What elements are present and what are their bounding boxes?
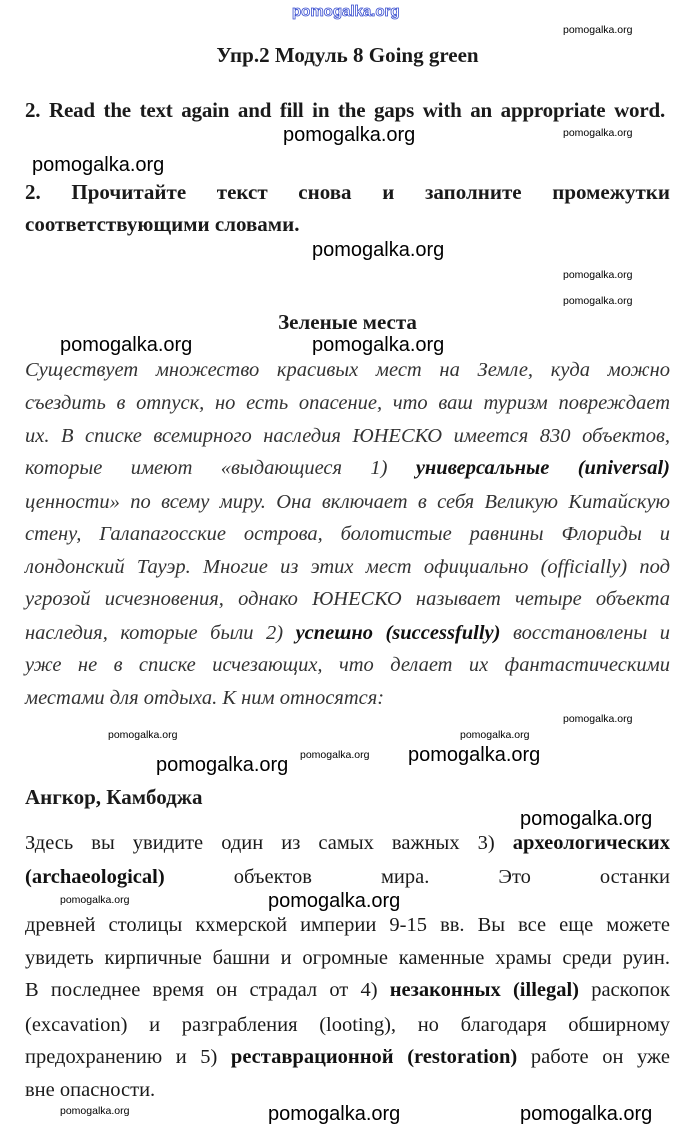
paragraph-line [25,946,670,970]
text-segment: лондонский Тауэр. Многие из этих мест официально (officially) под [25,556,670,578]
paragraph-line [25,358,670,382]
answer-word: успешно (successfully) [295,622,501,644]
paragraph-line [25,555,670,579]
task-english: 2. Read the text again and fill in the gaps with an appropriate word. [25,98,665,122]
paragraph-line [25,865,670,889]
watermark-text: pomogalka.org [283,124,416,146]
paragraph-line [25,1013,670,1037]
watermark-text: pomogalka.org [563,24,633,36]
text-segment: которые имеют «выдающиеся 1) [25,457,416,479]
text-segment: Существует множество красивых мест на Земле, куда можно [25,359,670,381]
text-segment: местами для отдыха. К ним относятся: [25,687,385,709]
text-segment: древней столицы кхмерской империи 9-15 вв. Вы все еще можете [25,914,670,936]
text-segment: их. В списке всемирного наследия ЮНЕСКО имеется 830 объектов, [25,425,670,447]
task-russian-line-1: 2. Прочитайте текст снова и заполните промежутки [25,180,670,204]
paragraph-line [25,686,670,710]
watermark-text: pomogalka.org [563,127,633,139]
paragraph-line [25,456,670,480]
text-segment: уже не в списке исчезающих, что делает их фантастическими [25,654,670,676]
text-segment: В последнее время он страдал от 4) [25,979,390,1001]
watermark-text: pomogalka.org [60,1105,130,1117]
watermark-text: pomogalka.org [108,729,178,741]
watermark-text: pomogalka.org [563,295,633,307]
paragraph-line [25,653,670,677]
paragraph-line [25,522,670,546]
paragraph-line [25,391,670,415]
text-segment: съездить в отпуск, но есть опасение, что ваш туризм повреждает [25,392,670,414]
watermark-text: pomogalka.org [60,894,130,906]
watermark-text: pomogalka.org [60,334,193,356]
watermark-text: pomogalka.org [563,269,633,281]
paragraph-line [25,621,670,645]
watermark-text: pomogalka.org [268,1103,401,1125]
text-segment: работе он уже [517,1046,670,1068]
text-segment: объектов мира. Это останки [164,866,670,888]
text-segment: (excavation) и разграбления (looting), но благодаря обширному [25,1014,670,1036]
header-watermark: pomogalka.org [292,3,400,20]
answer-word: (archaeological) [25,866,165,888]
answer-word: археологических [512,832,670,854]
watermark-text: pomogalka.org [156,754,289,776]
watermark-text: pomogalka.org [300,749,370,761]
watermark-text: pomogalka.org [312,239,445,261]
watermark-text: pomogalka.org [312,334,445,356]
text-segment: предохранению и 5) [25,1046,231,1068]
paragraph-line [25,1078,670,1102]
text-segment: наследия, которые были 2) [25,622,296,644]
paragraph-line [25,913,670,937]
paragraph-line [25,490,670,514]
text-segment: восстановлены и [500,622,670,644]
watermark-text: pomogalka.org [563,713,633,725]
paragraph-line [25,978,670,1002]
watermark-text: pomogalka.org [268,890,401,912]
paragraph-line [25,424,670,448]
watermark-text: pomogalka.org [520,808,653,830]
text-segment: Здесь вы увидите один из самых важных 3) [25,832,513,854]
text-segment: ценности» по всему миру. Она включает в себя Великую Китайскую [25,491,670,513]
watermark-text: pomogalka.org [408,744,541,766]
answer-word: универсальные (universal) [415,457,670,479]
watermark-text: pomogalka.org [32,154,165,176]
text-segment: угрозой исчезновения, однако ЮНЕСКО называет четыре объекта [25,588,670,610]
watermark-text: pomogalka.org [460,729,530,741]
text-segment: стену, Галапагосские острова, болотистые равнины Флориды и [25,523,670,545]
watermark-text: pomogalka.org [520,1103,653,1125]
paragraph-line [25,587,670,611]
page-title: Упр.2 Модуль 8 Going green [216,43,479,67]
paragraph-line [25,1045,670,1069]
section-title: Зеленые места [278,310,417,334]
answer-word: незаконных (illegal) [389,979,580,1001]
task-russian-line-2: соответствующими словами. [25,212,300,236]
subheading-angkor: Ангкор, Камбоджа [25,785,203,809]
text-segment: вне опасности. [25,1079,156,1101]
text-segment: увидеть кирпичные башни и огромные каменные храмы среди руин. [25,947,670,969]
answer-word: реставрационной (restoration) [230,1046,518,1068]
text-segment: раскопок [579,979,670,1001]
paragraph-line [25,831,670,855]
